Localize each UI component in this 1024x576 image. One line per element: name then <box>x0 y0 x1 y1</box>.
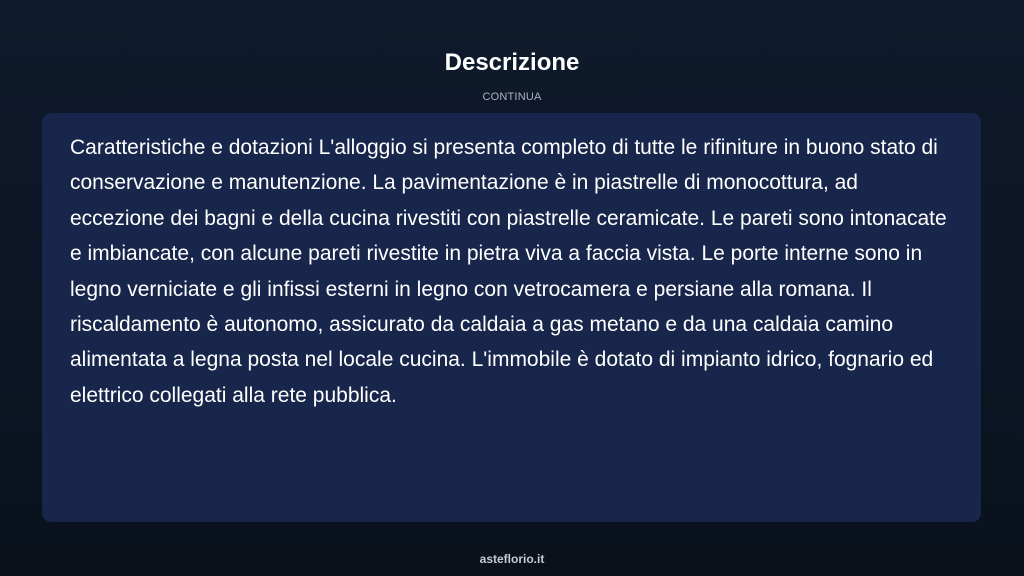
footer-bar <box>0 543 1024 576</box>
description-card <box>42 113 981 522</box>
description-text: Caratteristiche e dotazioni L'alloggio si presenta completo di tutte le rifiniture in buono stato di conservazione e manutenzione. La pavimentazione è in piastrelle di monocottura, ad eccezione dei bagni e della cucina rivestiti con piastrelle ceramicate. Le pareti sono intonacate e imbiancate, con alcune pareti rivestite in pietra viva a faccia vista. Le porte interne sono in legno verniciate e gli infissi esterni in legno con vetrocamera e persiane alla romana. Il riscaldamento è autonomo, assicurato da caldaia a gas metano e da una caldaia camino alimentata a legna posta nel locale cucina. L'immobile è dotato di impianto idrico, fognario ed elettrico collegati alla rete pubblica. <box>70 136 947 407</box>
page-header <box>0 48 1024 104</box>
continue-label[interactable]: CONTINUA <box>482 91 542 103</box>
page-title: Descrizione <box>444 49 580 76</box>
site-name: asteflorio.it <box>479 552 545 566</box>
